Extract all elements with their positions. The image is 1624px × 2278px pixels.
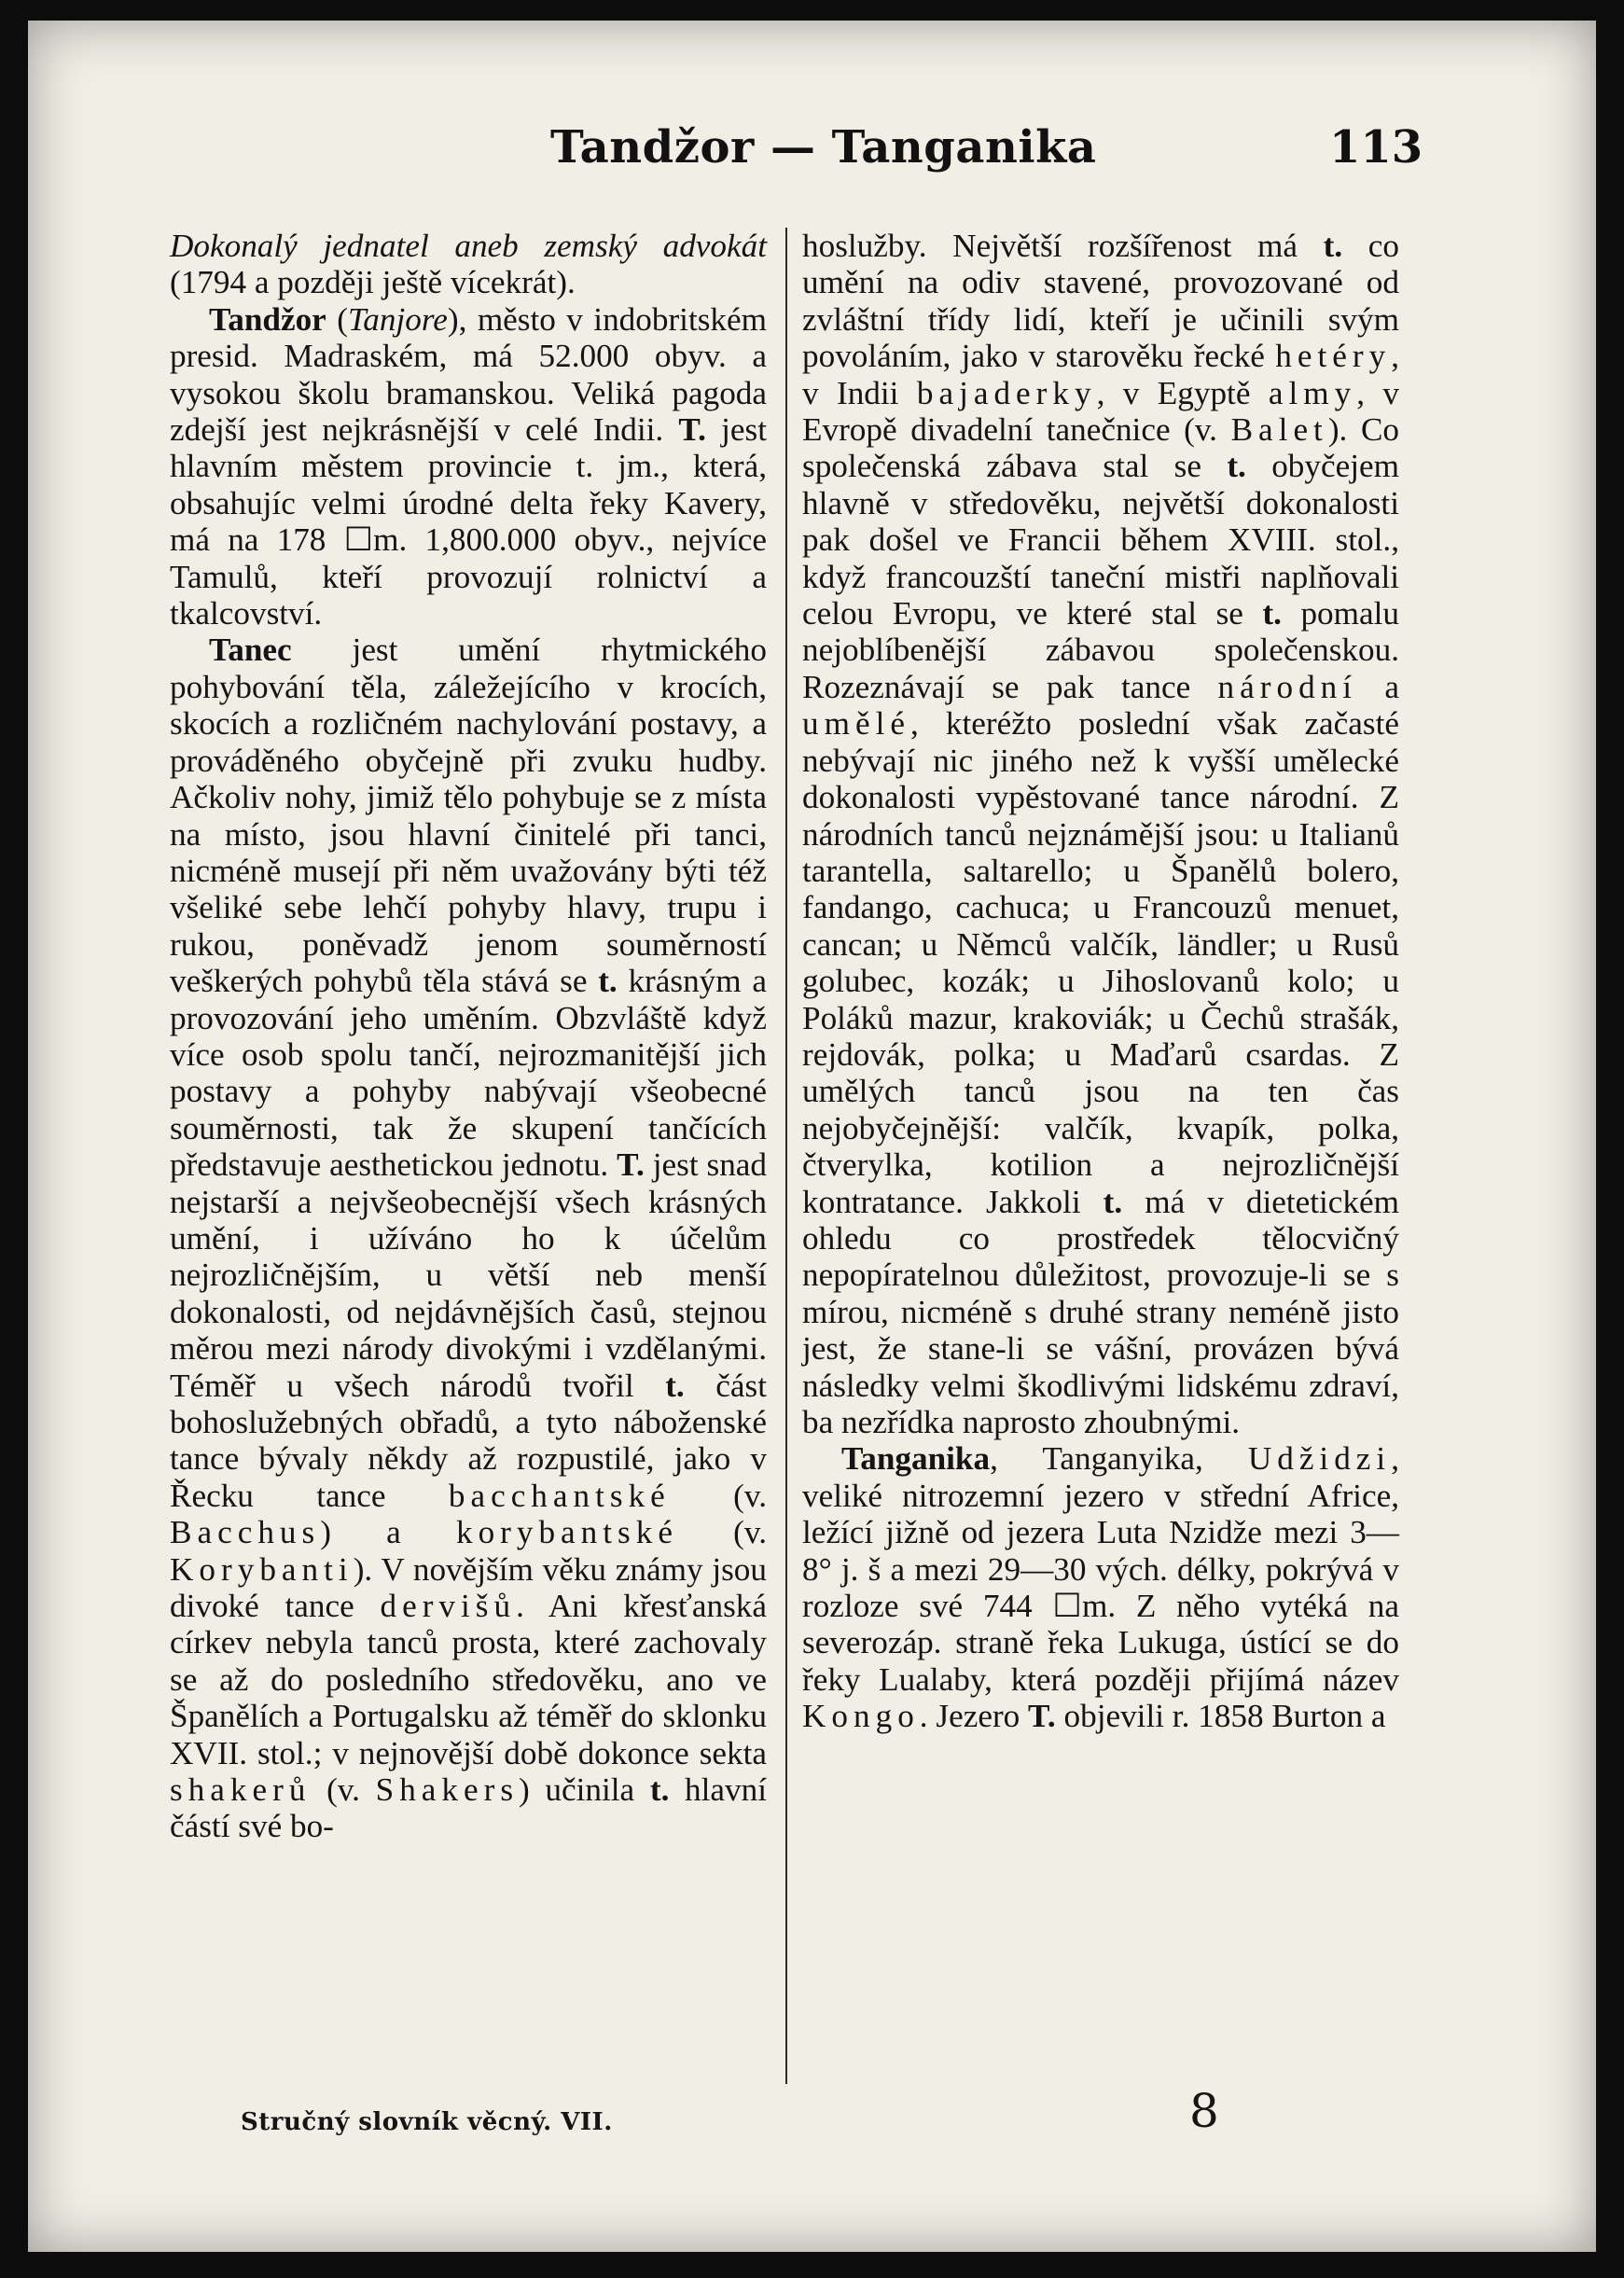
- text-run: , Tanganyika,: [990, 1440, 1248, 1478]
- text-run: a: [1357, 668, 1399, 705]
- spaced-term: almy: [1268, 374, 1357, 411]
- text-run: hoslužby. Největší rozšířenost má: [802, 228, 1324, 264]
- text-run: . Ani křesťanská církev nebyla tanců prosta, které zachovaly se až do posledního středověku, ano ve Španělích a Portugalsku až téměř do sklonku XVII. stol.; v nejnovější době dokonce sekta: [170, 1588, 767, 1771]
- spaced-term: Kongo: [802, 1698, 920, 1735]
- italic-term: Tanjore: [347, 300, 448, 338]
- bold-abbrev: T.: [678, 411, 706, 449]
- text-run: pomalu nejoblíbenější zábavou společenskou. Rozeznávají se pak tance: [802, 595, 1400, 705]
- italic-title: Dokonalý jednatel aneb zemský advokát: [170, 228, 767, 264]
- text-run: jest hlavním městem provincie t. jm., která, obsahujíc velmi úrodné delta řeky Kavery, má na 178 ☐m. 1,800.000 obyv., nejvíce Tamulů, kteří provozují rolnictví a tkalcovství.: [170, 411, 767, 632]
- bold-abbrev: T.: [617, 1146, 645, 1184]
- text-run: (1794 a později ještě vícekrát).: [170, 264, 576, 301]
- text-run: hlavní částí své bo-: [170, 1771, 768, 1845]
- text-run: , v Evropě divadelní tanečnice (v.: [802, 374, 1400, 449]
- text-run: ) a: [320, 1514, 456, 1551]
- text-run: , v Egyptě: [1096, 374, 1269, 411]
- spaced-term: korybantské: [455, 1514, 678, 1551]
- spaced-term: bajaderky: [916, 374, 1097, 411]
- bold-abbrev: t.: [1103, 1183, 1123, 1220]
- bold-abbrev: t.: [649, 1771, 670, 1809]
- text-run: , kteréžto poslední však začasté nebývají nic jiného než k vyšší umělecké dokonalosti vypěstované tance národní. Z národních tanců nejznámější jsou: u Italianů tarantella, saltarello; u Španělů bolero, fandango, cachuca; u Francouzů menuet, cancan; u Němců valčík, ländler; u Rusů golubec, kozák; u Jihoslovanů kolo; u Poláků mazur, krakoviák; u Čechů strašák, rejdovák, polka; u Maďarů csardas. Z umělých tanců jsou na ten čas nejobyčejnější: valčík, kvapík, polka, čtverylka, kotilion a nejrozličnější kontratance. Jakkoli: [802, 705, 1399, 1220]
- entry-tanec-continued: [802, 228, 1399, 1440]
- book-page: [28, 21, 1596, 2252]
- entry-tanec: [170, 632, 767, 1844]
- spaced-term: Shakers: [375, 1771, 520, 1809]
- spaced-term: Balet: [1230, 411, 1328, 449]
- text-run: jest snad nejstarší a nejvšeobecnější všech krásných umění, i užíváno ho k účelům nejrozličnějším, u větší neb menší dokonalosti, od nejdávnějších časů, stejnou měrou mezi národy divokými i vzdělanými. Téměř u všech národů tvořil: [170, 1146, 768, 1404]
- spaced-term: Korybanti: [170, 1550, 354, 1588]
- text-run: část bohoslužebných obřadů, a tyto náboženské tance bývaly někdy až rozpustilé, jako v Řecku tance: [170, 1367, 767, 1514]
- text-run: , veliké nitrozemní jezero v střední Africe, ležící jižně od jezera Luta Nzidže mezi 3—8° j. š a mezi 29—30 vých. délky, pokrývá v rozloze své 744 ☐m. Z něho vytéká na severozáp. straně řeka Lukuga, ústící se do řeky Lualaby, která později přijímá název: [802, 1440, 1399, 1698]
- bold-abbrev: t.: [665, 1367, 685, 1404]
- entry-continuation: [170, 228, 767, 301]
- text-run: (v.: [677, 1514, 767, 1551]
- bold-abbrev: t.: [1323, 228, 1343, 264]
- spaced-term: Bacchus: [170, 1514, 321, 1551]
- bold-abbrev: t.: [1227, 448, 1246, 485]
- spaced-term: národní: [1217, 668, 1358, 705]
- entry-headword: Tanganika: [841, 1440, 991, 1478]
- text-run: (v.: [311, 1771, 376, 1809]
- bold-abbrev: t.: [598, 963, 618, 1000]
- running-head-title: Tandžor — Tanganika: [550, 121, 1097, 174]
- entry-headword: Tanec: [209, 632, 292, 669]
- text-run: má v dietetickém ohledu co prostředek tělocvičný nepopíratelnou důležitost, provozuje-li se s mírou, nicméně s druhé strany neméně jisto jest, že stane-li se vášní, provázen bývá následky velmi škodlivými lidskému zdraví, ba nezřídka naprosto zhoubnými.: [802, 1183, 1399, 1440]
- text-run: ) učinila: [519, 1771, 650, 1809]
- text-run: ). Co společenská zábava stal se: [802, 411, 1400, 485]
- text-run: obyčejem hlavně v středověku, největší dokonalosti pak došel ve Francii během XVIII. stol., když francouzští taneční mistři naplňovali celou Evropu, ve které stal se: [802, 448, 1399, 632]
- spaced-term: shakerů: [170, 1771, 312, 1809]
- entry-headword: Tandžor: [209, 300, 326, 338]
- page-number: 113: [1329, 121, 1423, 174]
- text-run: objevili r. 1858 Burton a: [1055, 1698, 1386, 1735]
- spaced-term: hetéry: [1275, 338, 1392, 375]
- right-column: [802, 228, 1399, 1735]
- spaced-term: dervišů: [380, 1588, 517, 1625]
- left-column: [170, 228, 767, 1845]
- text-run: , v Indii: [802, 338, 1399, 411]
- text-run: (: [326, 300, 348, 338]
- sheet-number: 8: [1189, 2084, 1219, 2138]
- text-run: ), město v indobritském presid. Madraském, má 52.000 obyv. a vysokou školu bramanskou. Veliká pagoda zdejší jest nejkrásnější v celé Indii.: [170, 300, 768, 449]
- text-run: co umění na odiv stavené, provozované od zvláštní třídy lidí, kteří je učinili svým povoláním, jako v starověku řecké: [802, 228, 1399, 375]
- spaced-term: Udžidzi: [1247, 1440, 1392, 1478]
- bold-abbrev: t.: [1262, 595, 1282, 632]
- text-run: (v.: [670, 1477, 767, 1514]
- running-header: [28, 121, 1596, 187]
- text-run: . Jezero: [919, 1698, 1029, 1735]
- text-run: ). V novějším věku známy jsou divoké tance: [170, 1550, 767, 1625]
- printer-signature: Stručný slovník věcný. VII.: [241, 2108, 613, 2136]
- text-run: jest umění rhytmického pohybování těla, záležejícího v krocích, skocích a rozličném nachylování postavy, a prováděného obyčejně při zvuku hudby. Ačkoliv nohy, jimiž tělo pohybuje se z místa na místo, jsou hlavní činitelé při tanci, nicméně musejí při něm uvažovány býti též všeliké sebe lehčí pohyby hlavy, trupu i rukou, poněvadž jenom souměrností veškerých pohybů těla stává se: [170, 632, 767, 1000]
- spaced-term: bacchantské: [448, 1477, 671, 1514]
- entry-tanganika: [802, 1440, 1399, 1734]
- entry-tandzor: [170, 301, 767, 632]
- bold-abbrev: T.: [1028, 1698, 1056, 1735]
- text-run: krásným a provozování jeho uměním. Obzvláště když více osob spolu tančí, nejrozmanitější jich postavy a pohyby nabývají všeobecné souměrnosti, tak že skupení tančících představuje aesthetickou jednotu.: [170, 963, 767, 1184]
- spaced-term: umělé: [802, 705, 910, 743]
- column-divider: [785, 228, 787, 2084]
